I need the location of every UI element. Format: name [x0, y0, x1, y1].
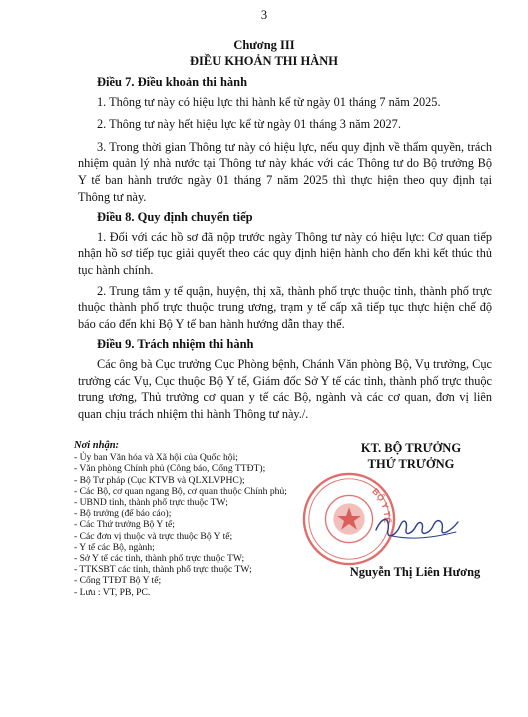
- chapter-label: Chương III: [233, 38, 295, 52]
- article-heading: Điều 7. Điều khoản thi hành: [97, 75, 248, 89]
- signer-name: Nguyễn Thị Liên Hương: [349, 565, 481, 579]
- recipient-item: - Sở Y tế các tỉnh, thành phố trực thuộc TW;: [74, 553, 245, 565]
- recipient-item: - Các Thứ trưởng Bộ Y tế;: [74, 519, 175, 531]
- paragraph: 2. Thông tư này hết hiệu lực kể từ ngày 01 tháng 3 năm 2027.: [97, 117, 401, 132]
- recipient-item: - Bộ Tư pháp (Cục KTVB và QLXLVPHC);: [74, 474, 245, 486]
- recipient-item: - Bộ trưởng (để báo cáo);: [74, 508, 172, 520]
- recipient-item: - Các đơn vị thuộc và trực thuộc Bộ Y tế;: [74, 530, 233, 542]
- article-heading: Điều 9. Trách nhiệm thi hành: [97, 337, 254, 352]
- paragraph: 2. Trung tâm y tế quận, huyện, thị xã, thành phố trực thuộc tỉnh, thành phố trực thuộc thành phố trực thuộc trung ương, trạm y tế cấp xã tiếp tục thực hiện chế độ báo cáo đến khi Bộ Y tế ban hành hướng dẫn thay thế.: [78, 283, 492, 331]
- page-number: 3: [260, 8, 268, 22]
- signature-title-line1: KT. BỘ TRƯỞNG: [360, 441, 462, 455]
- recipient-item: - Các Bộ, cơ quan ngang Bộ, cơ quan thuộc Chính phủ;: [74, 485, 287, 497]
- recipient-item: - Lưu : VT, PB, PC.: [74, 586, 151, 598]
- paragraph: 1. Đối với các hồ sơ đã nộp trước ngày Thông tư này có hiệu lực: Cơ quan tiếp nhận hồ sơ tiếp tục giải quyết theo các quy định hiện hành cho đến khi kết thúc thủ tục hành chính.: [78, 229, 492, 277]
- recipient-item: - TTKSBT các tỉnh, thành phố trực thuộc TW;: [74, 564, 252, 576]
- paragraph: Các ông bà Cục trưởng Cục Phòng bệnh, Chánh Văn phòng Bộ, Vụ trưởng, Cục trưởng các Vụ, Cục thuộc Bộ Y tế, Giám đốc Sở Y tế các tỉnh, thành phố trực thuộc trung ương, Thủ trưởng cơ quan y tế các Bộ, ngành và các cơ quan, đơn vị liên quan chịu trách nhiệm thi hành Thông tư này./.: [78, 356, 492, 421]
- article-9: [78, 336, 492, 422]
- recipient-item: - Y tế các Bộ, ngành;: [74, 541, 155, 553]
- handwritten-signature: [372, 506, 462, 546]
- paragraph: 1. Thông tư này có hiệu lực thi hành kể từ ngày 01 tháng 7 năm 2025.: [97, 94, 441, 109]
- article-heading: Điều 8. Quy định chuyển tiếp: [97, 210, 253, 225]
- paragraph: 3. Trong thời gian Thông tư này có hiệu lực, nếu quy định về thẩm quyền, trách nhiệm quản lý nhà nước tại Thông tư này khác với các Thông tư do Bộ trưởng Bộ Y tế ban hành trước ngày 01 tháng 7 năm 2025 thì thực hiện theo quy định tại Thông tư này.: [78, 139, 492, 204]
- recipient-item: - Cổng TTĐT Bộ Y tế;: [74, 575, 162, 587]
- recipients-title: Nơi nhận:: [74, 440, 120, 451]
- signature-title-line2: THỨ TRƯỞNG: [367, 457, 455, 471]
- recipient-item: - Văn phòng Chính phủ (Công báo, Cổng TTĐT);: [74, 463, 266, 475]
- signature-block: [336, 440, 486, 472]
- svg-text:BỘ Y TẾ: BỘ Y TẾ: [370, 486, 393, 524]
- recipient-item: - UBND tỉnh, thành phố trực thuộc TW;: [74, 497, 228, 509]
- chapter-title: ĐIỀU KHOẢN THI HÀNH: [189, 54, 339, 68]
- recipient-item: - Ủy ban Văn hóa và Xã hội của Quốc hội;: [74, 452, 238, 464]
- article-7: [78, 74, 492, 205]
- article-8: [78, 209, 492, 332]
- document-body: [78, 72, 492, 426]
